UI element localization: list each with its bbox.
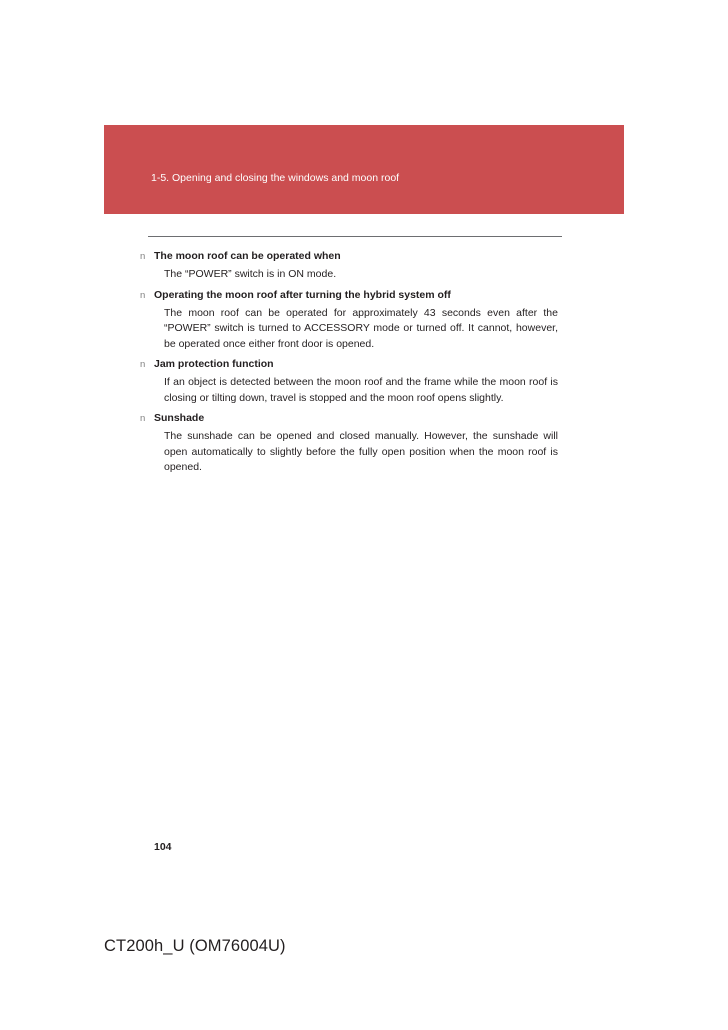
- bullet-marker: n: [140, 289, 146, 301]
- item-heading: [140, 288, 558, 303]
- item-heading-text: Jam protection function: [154, 358, 274, 370]
- item-heading-text: Sunshade: [154, 412, 205, 424]
- item-heading: [140, 411, 558, 426]
- item-heading: [140, 357, 558, 372]
- chapter-header-band: [104, 125, 624, 214]
- item-heading-text: Operating the moon roof after turning the hybrid system off: [154, 288, 451, 301]
- document-code: CT200h_U (OM76004U): [104, 937, 286, 955]
- item-body: The “POWER” switch is in ON mode.: [164, 268, 337, 280]
- list-item: [140, 357, 558, 406]
- item-heading-text: The moon roof can be operated when: [154, 250, 341, 262]
- bullet-marker: n: [140, 251, 146, 262]
- list-item: [140, 411, 558, 476]
- section-title: 1-5. Opening and closing the windows and moon roof: [151, 172, 400, 184]
- page-number: 104: [154, 841, 172, 853]
- bullet-marker: n: [140, 413, 146, 424]
- item-body: The moon roof can be operated for approximately 43 seconds even after the “POWER” switch is turned to ACCESSORY mode or turned off. It cannot, however, be operated once either front door is opened.: [164, 306, 558, 350]
- header-divider: [148, 236, 562, 237]
- list-item: [140, 249, 558, 283]
- item-body: The sunshade can be opened and closed manually. However, the sunshade will open automatically to slightly before the fully open position when the moon roof is opened.: [164, 430, 558, 473]
- item-heading: [140, 249, 558, 264]
- list-item: [140, 288, 558, 353]
- content-body: [140, 249, 558, 481]
- bullet-marker: n: [140, 359, 146, 370]
- item-body: If an object is detected between the moon roof and the frame while the moon roof is closing or tilting down, travel is stopped and the moon roof opens slightly.: [164, 376, 558, 404]
